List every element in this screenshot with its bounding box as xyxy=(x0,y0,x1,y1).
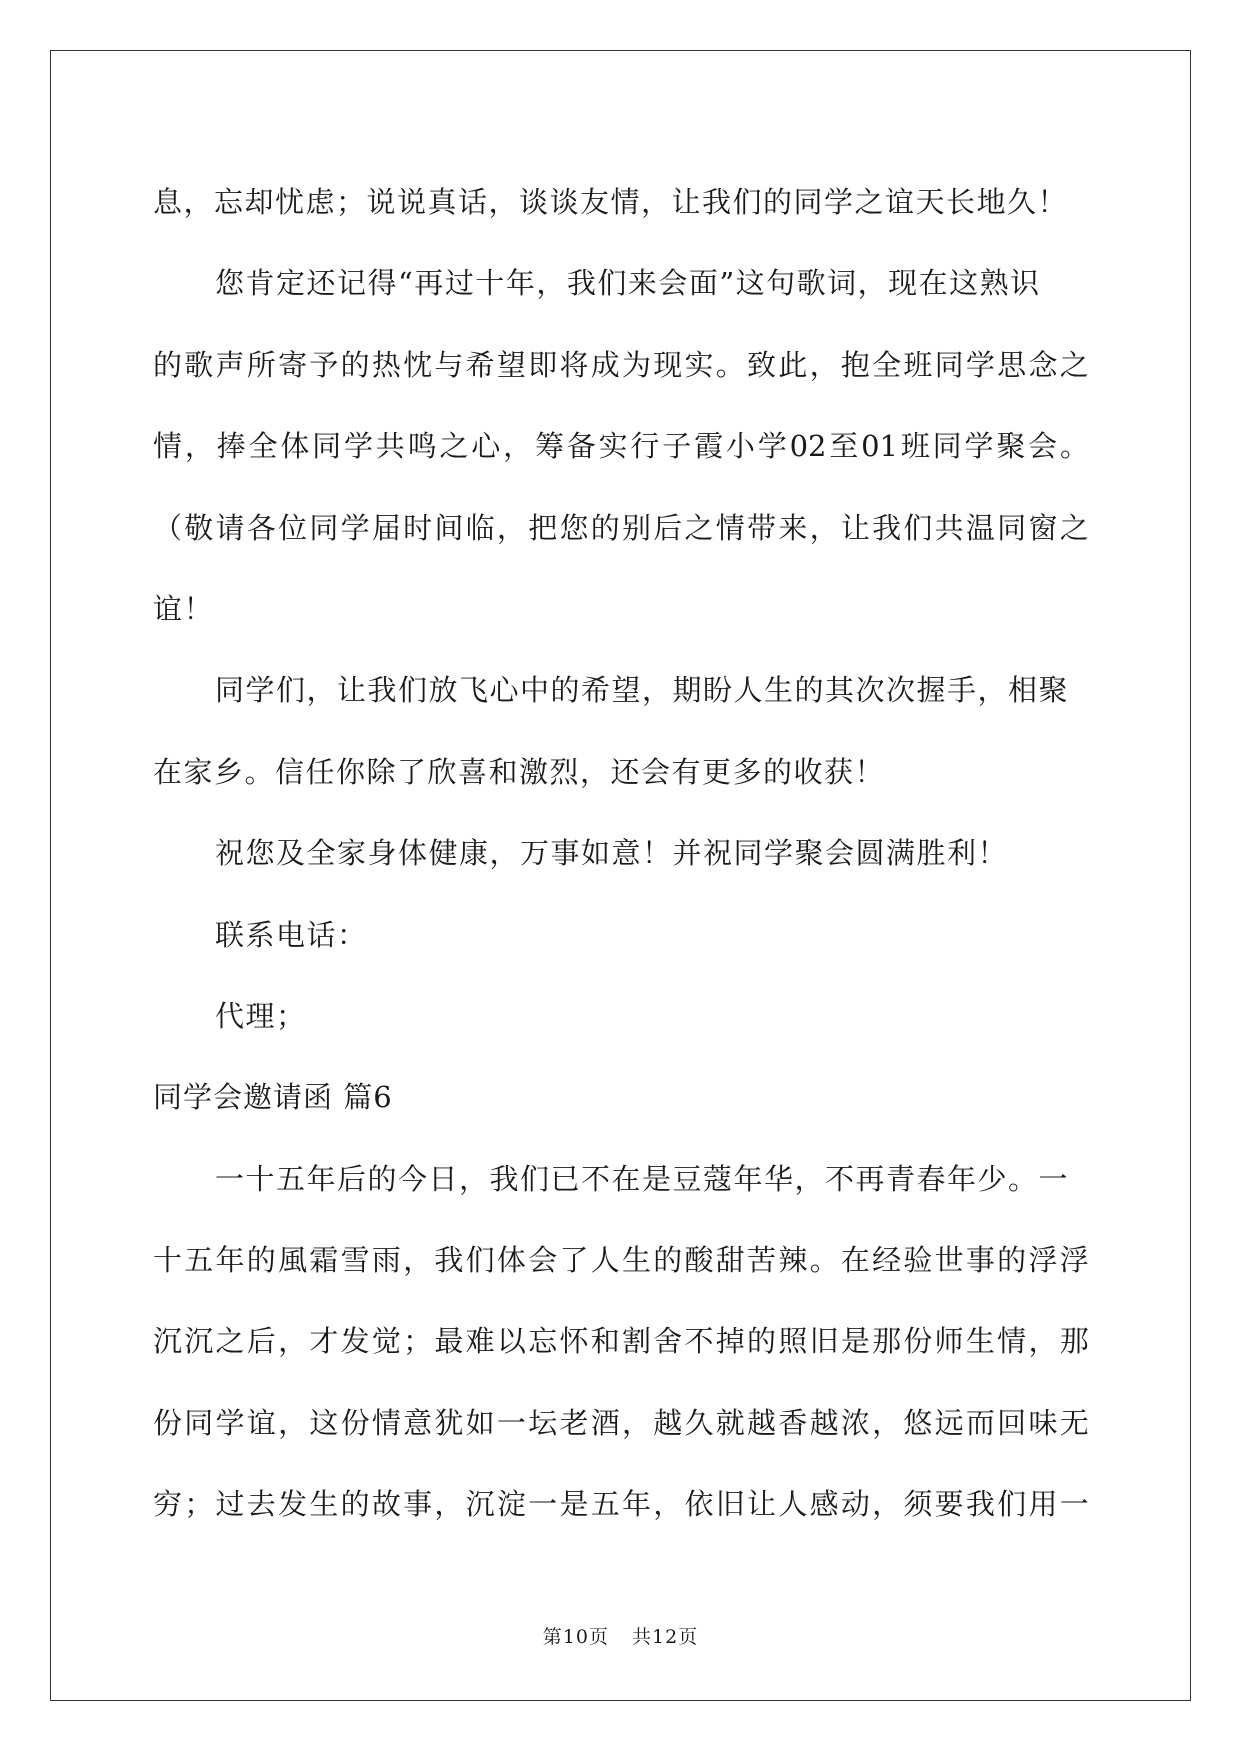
text-line: 祝您及全家身体健康，万事如意！并祝同学聚会圆满胜利！ xyxy=(215,836,1009,871)
document-body xyxy=(153,162,1089,1546)
text-line: 谊！ xyxy=(153,591,215,626)
text-line: 份 同 学 谊 ， 这 份 情 意 犹 如 一 坛 老 酒 ， 越 久 就 越 香 越 浓 ， 悠 远 而 回 味 无 xyxy=(153,1405,1089,1440)
text-line: 同学们，让我们放飞心中的希望，期盼人生的其次次握手，相聚 xyxy=(215,673,1070,708)
text-line: 情 ， 捧 全 体 同 学 共 鸣 之 心 ， 筹 备 实 行 子 霞 小 学 02 至 01 班 同 学 聚 会 。 xyxy=(153,429,1089,464)
text-line: 一十五年后的今日，我们已不在是豆蔻年华，不再青春年少。一 xyxy=(215,1161,1070,1196)
current-page-label: 第10页 xyxy=(542,1626,609,1648)
text-line: 十 五 年 的 風 霜 雪 雨 ， 我 们 体 会 了 人 生 的 酸 甜 苦 辣 。 在 经 验 世 事 的 浮 浮 xyxy=(153,1243,1089,1278)
text-line: 的 歌 声 所 寄 予 的 热 忱 与 希 望 即 将 成 为 现 实 。 致 此 ， 抱 全 班 同 学 思 念 之 xyxy=(153,347,1089,382)
text-line: 您肯定还记得“再过十年，我们来会面”这句歌词，现在这熟识 xyxy=(215,266,1041,301)
text-line: 代理； xyxy=(215,998,307,1033)
page-footer xyxy=(0,1622,1241,1649)
total-pages-label: 共12页 xyxy=(632,1626,699,1648)
text-line: 沉 沉 之 后 ， 才 发 觉 ； 最 难 以 忘 怀 和 割 舍 不 掉 的 照 旧 是 那 份 师 生 情 ， 那 xyxy=(153,1324,1089,1359)
text-line: （ 敬 请 各 位 同 学 届 时 间 临 ， 把 您 的 别 后 之 情 带 来 ， 让 我 们 共 温 同 窗 之 xyxy=(153,510,1089,545)
text-line: 在家乡。信任你除了欣喜和激烈，还会有更多的收获！ xyxy=(153,754,886,789)
text-line: 联系电话： xyxy=(215,917,368,952)
text-line: 穷 ； 过 去 发 生 的 故 事 ， 沉 淀 一 是 五 年 ， 依 旧 让 人 感 动 ， 须 要 我 们 用 一 xyxy=(153,1487,1089,1522)
section-heading: 同学会邀请函 篇6 xyxy=(153,1080,393,1115)
text-line: 息，忘却忧虑；说说真话，谈谈友情，让我们的同学之谊天长地久！ xyxy=(153,185,1069,219)
